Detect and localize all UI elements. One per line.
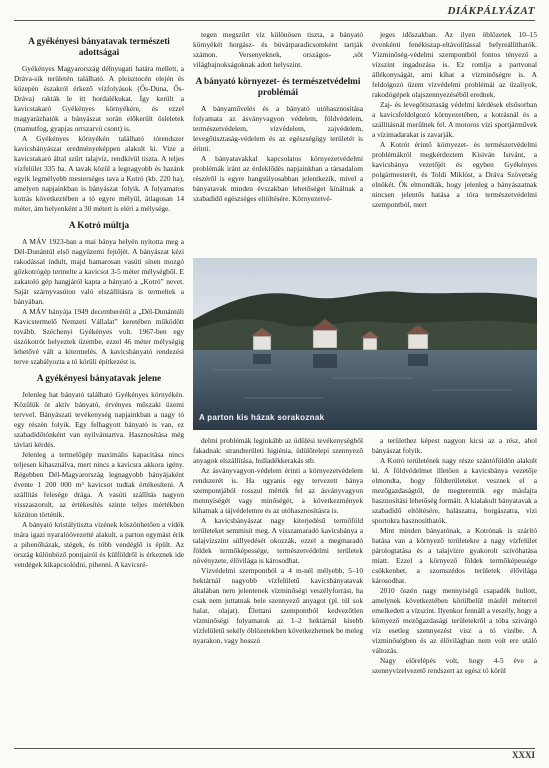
paragraph: Gyékényes Magyarország délnyugati határa mellett, a Dráva-sík területén található. A pleisztocén elején és közepén északról érkező vízfolyások (Ős-Duna, Ős-Dráva) rakták le itt hordalékukat. Így került a kavicstakaró Gyékényes környékére, és ezzel magyarázhatók a bányászat során előkerült ősleletek (mamutfog, gyapjas orrszarvú csont) is. [14,64,184,133]
column-right [372,30,537,210]
header-rule [14,20,535,21]
section-heading-natural-features: A gyékényesi bányatavak természeti adottságai [28,36,170,57]
column-middle [193,30,363,204]
paragraph: A Kotrót érintő környezet- és természetvédelmi problémákról megkérdeztem Kisiván Istvánt, a kavicsbánya vezetőjét és egyben Gyékényes polgármesterét, és Toldi Miklóst, a Dráva Szövetség elnökét. Ők elmondták, hogy jelenleg a bányászatnak nincsen jelentős hatása a tóra természetvédelmi szempontból, mert [372,140,537,209]
paragraph: A Gyékényes környékén található tórendszer kavicsbányászat eredményeképpen alakult ki. Vize a kavicstakaró által szűrt talajvíz, rendkívül tiszta. A teljes vízfelület 335 ha. A tavak közül a legnagyobb és hazánk egyik legmélyebb mesterséges tava a Kotró (kb. 220 ha), amelyen napjainkban is bányászat folyik. A folyamatos kotrás következtében a tó egyre mélyül, átlagosan 14 méter, ám helyenként a 30 métert is eléri a mélysége. [14,134,184,213]
footer-rule [14,748,535,749]
paragraph: delmi problémák leginkább az üdülési tevékenységből fakadnak: strandterületi higiénia, üdülőtelepi szennyező anyagok elszállítása, hulladékkerakás stb. [193,436,363,465]
paragraph: A MÁV bányája 1949 decemberétől a „Dél-Dunántúli Kavicstermelő Nemzeti Vállalat” keretében működött tovább. Széchenyi Gyékényes volt. 1967-ben egy úszókotrót helyeztek üzembe, ezzel 46 méter mélységig lehetővé vált a kitermelés. A kavicsbányató rendezési terve szabályozta a tó körüli építkezést is. [14,307,184,366]
paragraph: Jelenleg hat bányató található Gyékényes környékén. Közülük öt aktív bányató, érvényes műszaki üzemi tervvel. Bányászati tevékenység napjainkban a nagy tó egy részén folyik. Egy felhagyott bányató is van, ez szabadidőtónként van nyilvántartva. Hasznosítása még távlati kérdés. [14,390,184,449]
paragraph: Nagy előrelépés volt, hogy 4-5 éve a szennyvízelvezető rendszert az egész tó körül [372,656,537,675]
paragraph: A Kotró területének nagy része szántóföldön alakult ki. A földvédelmet illetően a kavicsbánya vezetője elmondta, hogy földterületeket vesznek el a mezőgazdaságtól, de megteremtik egy másfajta hasznosítási lehetőség formáit. A kialakult bányatavak a szabadidő eltöltésére, halászatra, horgászatra, vízi sportokra hasznosíthatók. [372,456,537,525]
page-number: XXXI [511,750,535,760]
paragraph: A bányató kristálytiszta vizének köszönhetően a vidék mára igazi nyaralóövezetté alakult, a parton egymást érik a pihenőházak, stégek, és több vendéglő is épült. Az ország különböző pontjairól és külföldről is érkeznek ide vendégek kikapcsolódni, pihenni. A kavicsré- [14,520,184,569]
paragraph: jeges időszakban. Az ilyen öblözetek 10–15 évenkénti fenékiszap-eltávolítással helyreállíthatók. Vízminőség-védelmi szempontból fontos tényező a vízszint ingadozása is. Ez romlja a partvonal állékonyságát, ami kihat a vízminőségre is. A feldolgozó üzem vízvédelmi problémái az üzaliyok, rakodógépek olajszennyezéséből erednek. [372,30,537,99]
section-heading-kotro-history: A Kotró múltja [68,220,130,230]
paragraph: A bányatavakkal kapcsolatos környezetvédelmi problémák iránt az érdeklődés napjainkban a társadalom részéről is egyre hangsúlyosabban jelentkezik, mivel a bányatavak minden évszakban lehetőséget kínálnak a szabadidő egészséges eltöltésére. Környezetvé- [193,154,363,203]
paragraph: A MÁV 1923-ban a mai bánya helyén nyitotta meg a Dél-Dunántúl első nagyüzemi fejtőjét. A bányászat kézi rakodással indult, majd hamarosan vasúti sínen mozgó gőzkotrógép termelte a kavicsot 3-5 méter mélységből. E zakatoló gép hangjáról kapta a bányató a „Kotró” nevet. Saját szárnyvasúton való elszállításra is termeltek a bányában. [14,237,184,306]
paragraph: A bányaművelés és a bányató utóhasznosítása folyamata az ásványvagyon védelem, földvédelem, természetvédelem, vízvédelem, zajvédelem, levegőtisztaság-védelem és az egészségügy területét is érinti. [193,104,363,153]
column-right-lower [372,436,537,676]
paragraph: Jelenleg a termelőgép maximális kapacitása nincs teljesen kihasználva, mert nincs a kavicsra akkora igény. Régebben Dél-Magyarország legnagyobb bányájaként évente 1 200 000 m³ kavicsot tudtak értékesíteni. A szállítás felesége drága. A vasúti szállítás nagyon visszaszorult, az értékesítés szinte teljes mértékben közúton történik. [14,450,184,519]
paragraph: Zaj- és levegőtisztaság védelmi kérdések elsősorban a kavicsfeldolgozó környezetében, a kotrásnál és a szállításnál merülnek fel. A motoros vízi sportjárművek a vízimadarakat is zavarják. [372,100,537,139]
photo-caption: A parton kis házak sorakoznak [199,413,325,422]
section-heading-environmental-problems: A bányató környezet- és természetvédelmi problémái [195,76,361,97]
paragraph: a területhez képest nagyon kicsi az a rész, ahol bányászat folyik. [372,436,537,455]
paragraph: A kavicsbányászat nagy kiterjedésű termőföld területeket semmisít meg. A visszamaradó kavicsbánya a talajvízszint süllyedését okozzák, ezzel a megmaradó földek termőképessége, természetvédelmi területek növényzete, élővilága is károsodhat. [193,516,363,565]
lake-photo-illustration [193,258,537,430]
column-left [14,30,184,570]
section-heading-present: A gyékényesi bányatavak jelene [36,373,162,383]
paragraph: Vízvédelmi szempontból a 4 m-nél mélyebb, 5–10 hektárnál nagyobb vízfelületű kavicsbányatavak általában nem jelentenek vízminőségi veszélyforrást, ha csak nem juttatnak bele szennyező anyagot (pl. túl sok halat, olajat). Élettani szempontból kedvezőtlen vízminőségi folyamatok az 1–2 hektárnál kisebb vízfelületű sekély öblözetekben következhetnek be meleg nyarakon, vagy hosszú [193,566,363,645]
paragraph: Az ásványvagyon-védelem érinti a környezetvédelem rendszerét is. Ha ugyanis egy tervezett bánya szempontjából rosszul mérték fel az ásványvagyon mennyiségét vagy minőségét, a következmények kihatnak a tájvédelemre és az utóhasznosításra is. [193,466,363,515]
paragraph: Mint minden bányatónak, a Kotrónak is szárító hatása van a környező területekre a nagy vízfelület párologtatása és a talajvízre gyakorolt szívóhatása miatt. Ezzel a környező földek termőképessége csökkenhet, a szomszédos területek élővilága károsodhat. [372,526,537,585]
paragraph: 2010 őszén nagy mennyiségű csapadék hullott, amelynek következtében körülbelül másfél méterrel emelkedett a vízszint. Ilyenkor fennáll a veszély, hogy a környező mezőgazdasági területekről a tóba szivárgó víz esetleg szennyezést visz a tó vizébe. A vízminőségben és az élővilágban nem volt ere utáló változás. [372,586,537,655]
header-title: DIÁKPÁLYÁZAT [447,5,535,17]
paragraph: tegen megszűrt víz különösen tiszta, a bányató környékét horgász- és búvárparadicsomként tartják számon. Versenyeknek, országos- ,sőt világbajnokságoknak adott helyszínt. [193,30,363,69]
lake-photo [193,258,537,430]
column-middle-lower [193,436,363,646]
